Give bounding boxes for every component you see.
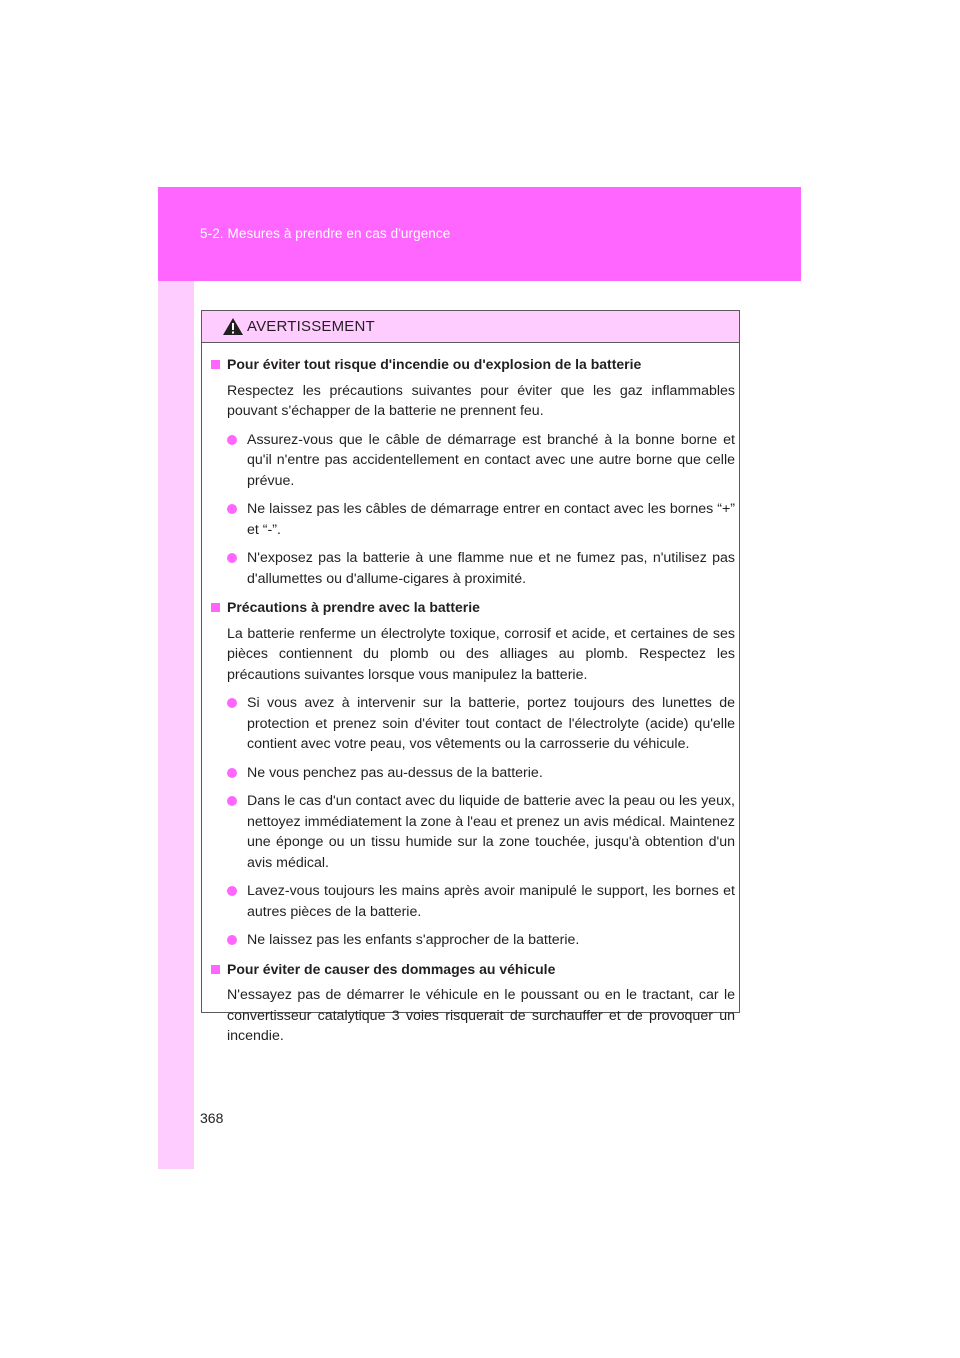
- section-heading: [210, 959, 735, 980]
- warning-header: [202, 311, 739, 343]
- list-item: [210, 499, 735, 540]
- circle-bullet-icon: [227, 935, 237, 945]
- square-bullet-icon: [211, 603, 220, 612]
- list-item-text: N'exposez pas la batterie à une flamme nue et ne fumez pas, n'utilisez pas d'allumettes ou d'allume-cigares à proximité.: [247, 550, 735, 587]
- circle-bullet-icon: [227, 698, 237, 708]
- warning-content: [202, 343, 739, 1047]
- list-item: [210, 548, 735, 589]
- list-item-text: Ne vous penchez pas au-dessus de la batterie.: [247, 764, 543, 781]
- list-item: [210, 881, 735, 922]
- circle-bullet-icon: [227, 504, 237, 514]
- warning-title: AVERTISSEMENT: [247, 318, 375, 335]
- circle-bullet-icon: [227, 435, 237, 445]
- list-item-text: Dans le cas d'un contact avec du liquide de batterie avec la peau ou les yeux, nettoyez immédiatement la zone à l'eau et prenez un avis médical. Maintenez une éponge ou un tissu humide sur la zone touchée, jusqu'à obtention d'un avis médical.: [247, 793, 735, 871]
- circle-bullet-icon: [227, 886, 237, 896]
- square-bullet-icon: [211, 360, 220, 369]
- list-item-text: Assurez-vous que le câble de démarrage est branché à la bonne borne et qu'il n'entre pas accidentellement en contact avec une autre borne que celle prévue.: [247, 431, 735, 489]
- section-heading-text: Pour éviter tout risque d'incendie ou d'explosion de la batterie: [227, 356, 642, 372]
- list-item: [210, 930, 735, 951]
- section-heading: [210, 354, 735, 375]
- section-heading: [210, 597, 735, 618]
- section-paragraph: Respectez les précautions suivantes pour éviter que les gaz inflammables pouvant s'échapper de la batterie ne prennent feu.: [227, 382, 735, 419]
- list-item: [210, 791, 735, 873]
- circle-bullet-icon: [227, 553, 237, 563]
- list-item-text: Ne laissez pas les enfants s'approcher de la batterie.: [247, 932, 580, 948]
- warning-box: [201, 310, 740, 1044]
- list-item-text: Si vous avez à intervenir sur la batterie, portez toujours des lunettes de protection et prenez soin d'éviter tout contact de l'électrolyte (acide) qu'elle contient avec votre peau, vos vêtements ou la carrosserie du véhicule.: [247, 695, 735, 752]
- section-paragraph: La batterie renferme un électrolyte toxique, corrosif et acide, et certaines de ses pièces contiennent du plomb ou des alliages au plomb. Respectez les précautions suivantes lorsque vous manipulez la batterie.: [227, 625, 735, 683]
- section-paragraph: N'essayez pas de démarrer le véhicule en le poussant ou en le tractant, car le convertisseur catalytique 3 voies risquerait de surchauffer et de provoquer un incendie.: [227, 987, 735, 1044]
- list-item: [210, 693, 735, 755]
- chapter-section-title: 5-2. Mesures à prendre en cas d'urgence: [200, 226, 451, 241]
- section-heading-text: Pour éviter de causer des dommages au véhicule: [227, 960, 556, 977]
- circle-bullet-icon: [227, 796, 237, 806]
- side-margin-band: [158, 187, 194, 1169]
- square-bullet-icon: [211, 965, 220, 974]
- list-item: [210, 430, 735, 492]
- list-item-text: Lavez-vous toujours les mains après avoir manipulé le support, les bornes et autres pièces de la batterie.: [247, 883, 735, 920]
- list-item: [210, 763, 735, 784]
- list-item-text: Ne laissez pas les câbles de démarrage entrer en contact avec les bornes “+” et “-”.: [247, 501, 735, 538]
- warning-triangle-icon: [222, 317, 244, 336]
- page-number: 368: [200, 1110, 224, 1126]
- circle-bullet-icon: [227, 768, 237, 778]
- section-heading-text: Précautions à prendre avec la batterie: [227, 599, 480, 615]
